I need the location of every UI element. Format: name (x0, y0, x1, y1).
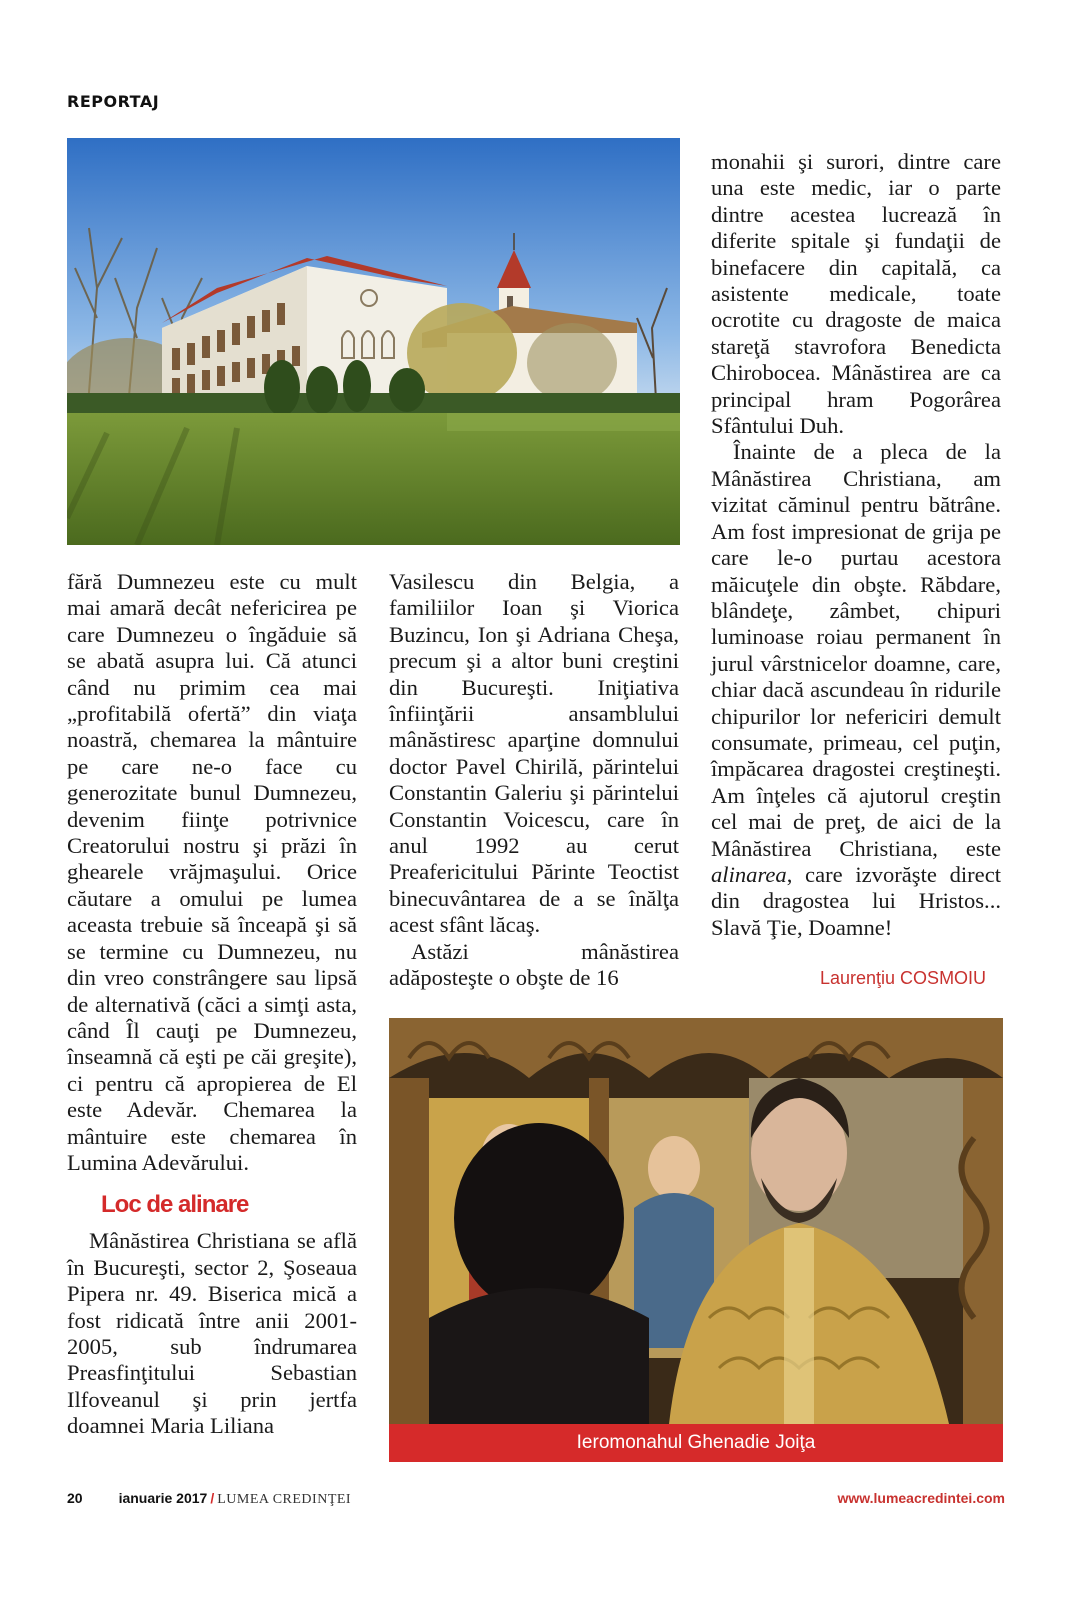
column-2-paragraph-1: Vasilescu din Belgia, a familiilor Ioan şi Viorica Buzincu, Ion şi Adriana Cheşa, precum şi a altor buni creştini din Bucureşti. Iniţiativa înfiinţării ansamblului mânăstiresc aparţine domnului doctor Pavel Chirilă, părintelui Constantin Galeriu şi părintelui Constantin Voicescu, care în anul 1992 au cerut Preafericitului Părinte Teoctist binecuvântarea de a se înălţa acest sfânt lăcaş. (389, 569, 679, 938)
issue-date: ianuarie 2017 (118, 1490, 208, 1506)
publication-name: LUMEA CREDINŢEI (217, 1492, 352, 1507)
column-3-emphasis: alinarea (711, 861, 787, 887)
column-3 (711, 149, 1001, 941)
column-1-paragraph-1: fără Dumnezeu este cu mult mai amară decât nefericirea pe care Dumnezeu o îngăduie să se abată asupra lui. Că atunci când nu primim cea mai „profitabilă ofertă” din viaţa noastră, chemarea la mântuire pe care ne-o face cu generozitate bunul Dumnezeu, devenim fiinţe potrivnice Creatorului nostru şi prăzi în ghearele vrăjmaşului. Orice căutare a omului pe lumea aceasta trebuie să înceapă şi să se termine cu Dumnezeu, nu din vreo constrângere sau lipsă de alternativă (căci a simţi asta, când Îl cauţi pe Dumnezeu, înseamnă că eşti pe căi greşite), ci pentru că apropierea de El este Adevăr. Chemarea la mântuire este chemarea în Lumina Adevărului. (67, 569, 357, 1175)
subheading: Loc de alinare (101, 1191, 249, 1219)
page-number: 20 (67, 1490, 83, 1506)
footer-separator: / (210, 1490, 215, 1506)
website-link[interactable]: www.lumeacredintei.com (837, 1490, 1005, 1506)
photo-caption: Ieromonahul Ghenadie Joiţa (389, 1424, 1003, 1462)
column-2-paragraph-2: Astăzi mânăstirea adăposteşte o obşte de 16 (389, 938, 679, 991)
column-3-paragraph-2 (711, 439, 1001, 941)
author-signature: Laurenţiu COSMOIU (820, 968, 987, 988)
footer-left (67, 1490, 351, 1508)
column-2 (389, 569, 679, 992)
column-3-text-b: , care izvorăşte direct din dragostea lui Hristos... Slavă Ţie, Doamne! (711, 861, 1001, 940)
column-1 (67, 569, 357, 1440)
column-1-paragraph-2: Mânăstirea Christiana se află în Bucureşti, sector 2, Şoseaua Pipera nr. 49. Biserica mică a fost ridicată între anii 2001-2005, sub îndrumarea Preasfinţitului Sebastian Ilfoveanul şi prin jertfa doamnei Maria Liliana (67, 1228, 357, 1439)
priest-photo (389, 1018, 1003, 1462)
column-3-text-a: Înainte de a pleca de la Mânăstirea Christiana, am vizitat căminul pentru bătrâne. Am fost impresionat de grija pe care le-o purtau acestora măicuţele din obşte. Răbdare, blândeţe, zâmbet, chipuri luminoase roiau permanent în jurul vârstnicelor doamne, care, chiar dacă ascundeau în ridurile chipurilor lor nefericiri demult consumate, primeau, cel puţin, împăcarea dragostei creştineşti. Am înţeles că ajutorul creştin cel mai de preţ, de aici de la Mânăstirea Christiana, este (711, 439, 1001, 861)
monastery-photo (67, 138, 680, 545)
column-3-paragraph-1: monahii şi surori, dintre care una este medic, iar o parte dintre acestea lucrează în diferite spitale şi fundaţii de binefacere din capitală, ca asistente medicale, toate ocrotite cu dragoste de maica stareţă stavrofora Benedicta Chirobocea. Mânăstirea are ca principal hram Pogorârea Sfântului Duh. (711, 149, 1001, 439)
section-label: REPORTAJ (67, 92, 160, 111)
